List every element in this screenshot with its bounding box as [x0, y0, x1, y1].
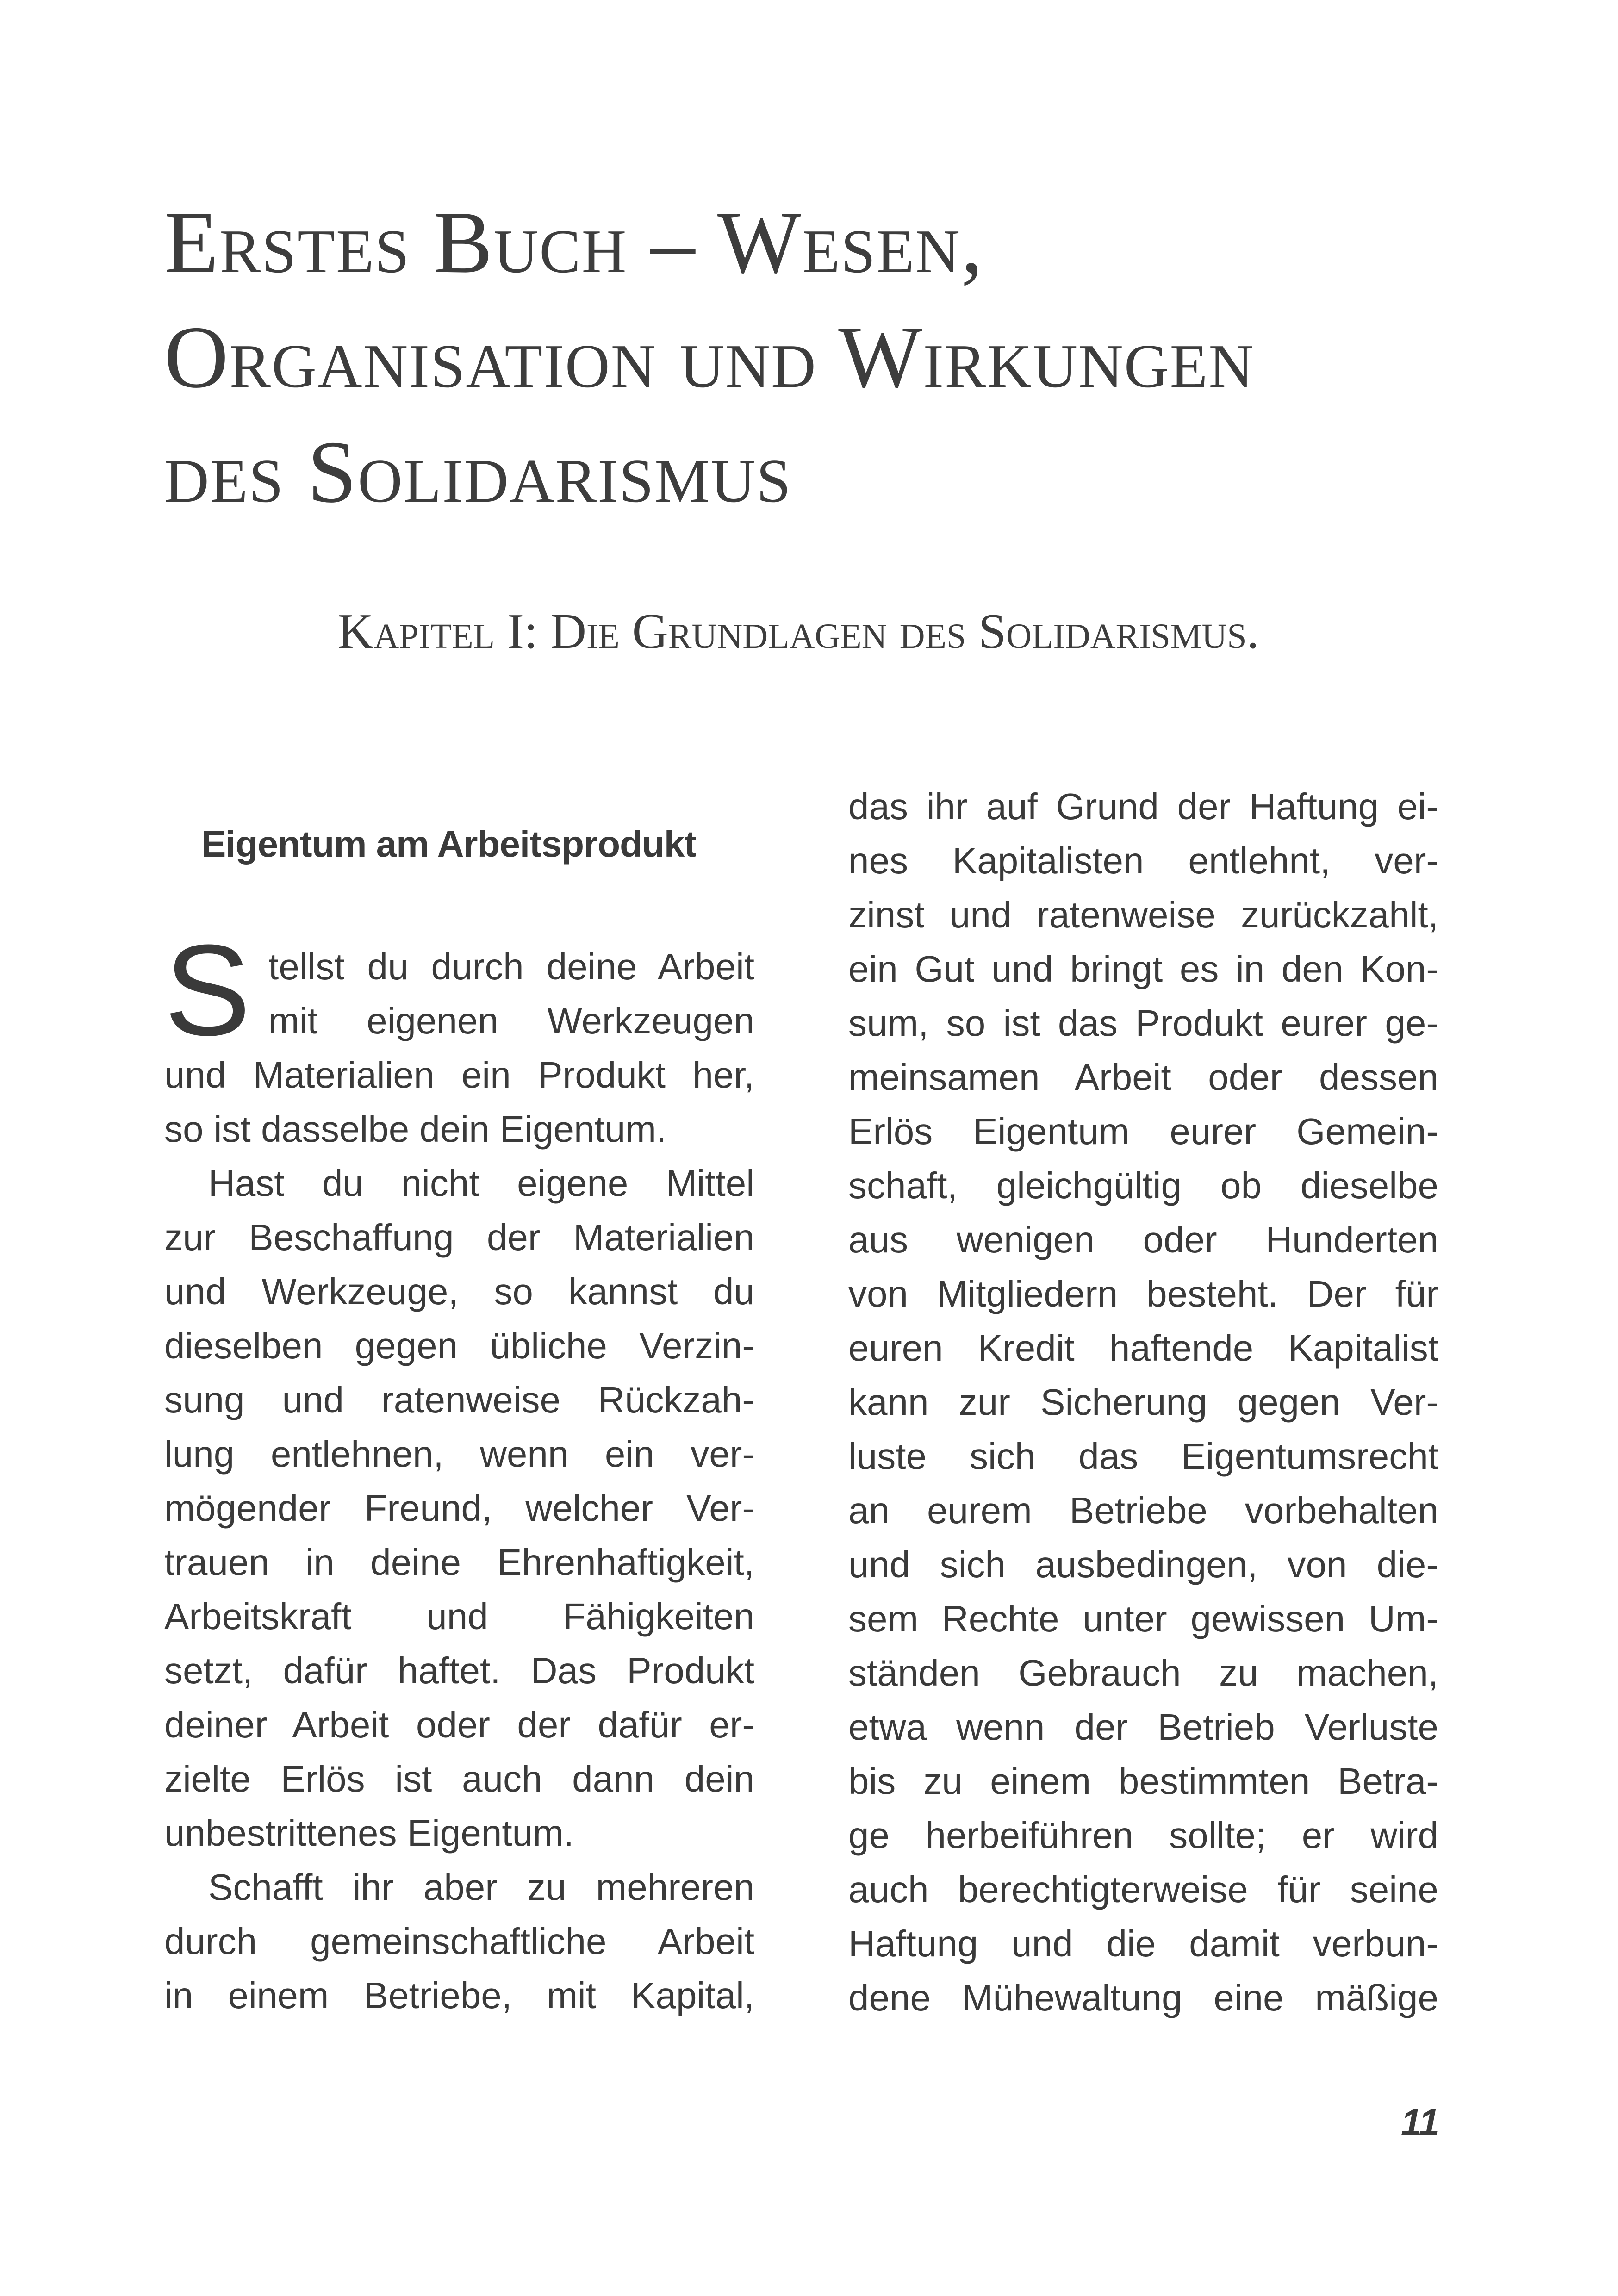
text-line: zur Beschaffung der Materialien — [164, 1217, 754, 1258]
page-number: 11 — [1400, 2102, 1439, 2143]
text-line: und sich ausbedingen, von die- — [848, 1544, 1438, 1585]
text-line: tellst du durch deine Arbeit — [268, 946, 754, 987]
text-line: etwa wenn der Betrieb Verluste — [848, 1706, 1438, 1748]
text-line: Hast du nicht eigene Mittel — [208, 1163, 754, 1204]
text-line: mit eigenen Werkzeugen — [268, 1000, 754, 1041]
text-line: ein Gut und bringt es in den Kon- — [848, 948, 1438, 989]
text-line: meinsamen Arbeit oder dessen — [848, 1057, 1438, 1098]
text-line: das ihr auf Grund der Haftung ei- — [848, 786, 1438, 827]
text-line: sum, so ist das Produkt eurer ge- — [848, 1002, 1438, 1044]
text-line: trauen in deine Ehrenhaftigkeit, — [164, 1542, 754, 1583]
text-line: zinst und ratenweise zurückzahlt, — [848, 894, 1438, 935]
text-line: kann zur Sicherung gegen Ver- — [848, 1381, 1438, 1423]
text-line: Arbeitskraft und Fähigkeiten — [164, 1596, 754, 1637]
text-line: Haftung und die damit verbun- — [848, 1923, 1438, 1964]
text-line: mögender Freund, welcher Ver- — [164, 1487, 754, 1529]
chapter-title: Kapitel I: Die Grundlagen des Solidarismus. — [337, 604, 1259, 659]
text-line: so ist dasselbe dein Eigentum. — [164, 1108, 667, 1150]
text-line: setzt, dafür haftet. Das Produkt — [164, 1650, 754, 1691]
text-line: von Mitgliedern besteht. Der für — [848, 1273, 1438, 1314]
text-line: dene Mühewaltung eine mäßige — [848, 1977, 1438, 2018]
book-title — [164, 185, 1506, 529]
text-line: lung entlehnen, wenn ein ver- — [164, 1433, 754, 1475]
text-line: aus wenigen oder Hunderten — [848, 1219, 1438, 1260]
text-line: und Materialien ein Produkt her, — [164, 1054, 754, 1095]
text-line: an eurem Betriebe vorbehalten — [848, 1490, 1438, 1531]
text-line: euren Kredit haftende Kapitalist — [848, 1327, 1438, 1369]
text-line: auch berechtigterweise für seine — [848, 1869, 1438, 1910]
text-line: nes Kapitalisten entlehnt, ver- — [848, 840, 1438, 881]
text-line: bis zu einem bestimmten Betra- — [848, 1761, 1438, 1802]
book-title-line: des Solidarismus — [164, 423, 792, 521]
text-line: sem Rechte unter gewissen Um- — [848, 1598, 1438, 1639]
book-title-line: Erstes Buch – Wesen, — [164, 193, 984, 292]
text-line: Erlös Eigentum eurer Gemein- — [848, 1111, 1438, 1152]
text-line: unbestrittenes Eigentum. — [164, 1812, 574, 1854]
drop-cap: S — [164, 918, 251, 1063]
text-line: sung und ratenweise Rückzah- — [164, 1379, 754, 1420]
text-line: ständen Gebrauch zu machen, — [848, 1652, 1438, 1693]
text-line: schaft, gleichgültig ob dieselbe — [848, 1165, 1438, 1206]
text-line: deiner Arbeit oder der dafür er- — [164, 1704, 754, 1745]
text-line: zielte Erlös ist auch dann dein — [164, 1758, 754, 1799]
book-title-line: Organisation und Wirkungen — [164, 308, 1255, 406]
text-line: Schafft ihr aber zu mehreren — [208, 1867, 754, 1908]
text-line: ge herbeiführen sollte; er wird — [848, 1815, 1438, 1856]
text-line: dieselben gegen übliche Verzin- — [164, 1325, 754, 1366]
section-heading: Eigentum am Arbeitsprodukt — [201, 823, 696, 865]
text-line: und Werkzeuge, so kannst du — [164, 1271, 754, 1312]
text-line: durch gemeinschaftliche Arbeit — [164, 1921, 754, 1962]
text-line: luste sich das Eigentumsrecht — [848, 1436, 1438, 1477]
text-line: in einem Betriebe, mit Kapital, — [164, 1975, 754, 2016]
